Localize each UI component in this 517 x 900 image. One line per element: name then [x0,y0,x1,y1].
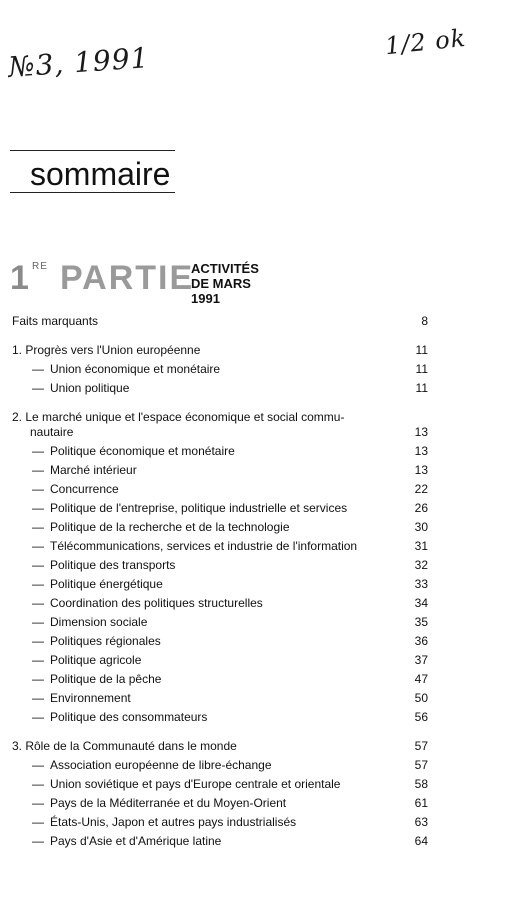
toc-page: 22 [414,482,428,496]
toc-dash: — [32,482,44,496]
toc-dash: — [32,691,44,705]
toc-item[interactable] [0,794,517,812]
toc-page: 26 [414,501,428,515]
toc-page: 13 [414,463,428,477]
toc-entry-faits[interactable] [0,312,517,330]
toc-item[interactable] [0,442,517,460]
toc-label: Dimension sociale [50,615,148,629]
toc-item[interactable] [0,461,517,479]
toc-item[interactable] [0,689,517,707]
toc-page: 57 [414,758,428,772]
toc-item[interactable] [0,480,517,498]
toc-item[interactable] [0,379,517,397]
part-subtitle [191,261,259,306]
part-word: PARTIE [60,259,195,297]
toc-item[interactable] [0,756,517,774]
toc-label: Coordination des politiques structurelles [50,596,263,610]
toc-item[interactable] [0,708,517,726]
part-superscript: RE [32,261,48,272]
toc-page: 11 [415,381,428,395]
handwritten-issue-note: №3, 1991 [7,41,151,84]
toc-dash: — [32,777,44,791]
toc-label: Politique des transports [50,558,176,572]
toc-dash: — [32,615,44,629]
toc-label: 1. Progrès vers l'Union européenne [12,343,201,357]
toc-label: Politiques régionales [50,634,161,648]
toc-label: Union soviétique et pays d'Europe centrale et orientale [50,777,341,791]
toc-item[interactable] [0,632,517,650]
toc-item[interactable] [0,499,517,517]
toc-dash: — [32,463,44,477]
toc-dash: — [32,672,44,686]
toc-item[interactable] [0,651,517,669]
toc-item[interactable] [0,360,517,378]
title-rule-top [10,150,175,151]
toc-dash: — [32,834,44,848]
toc-dash: — [32,558,44,572]
toc-item[interactable] [0,775,517,793]
toc-label: Politique de l'entreprise, politique industrielle et services [50,501,348,515]
toc-label: nautaire [30,425,74,439]
toc-label: Politique énergétique [50,577,163,591]
toc-page: 11 [415,362,428,376]
toc-label: Politique de la recherche et de la technologie [50,520,290,534]
toc-label: Association européenne de libre-échange [50,758,272,772]
toc-label: Concurrence [50,482,119,496]
toc-page: 50 [414,691,428,705]
toc-label: Politique agricole [50,653,142,667]
toc-section-1[interactable] [0,341,517,359]
toc-label: Pays d'Asie et d'Amérique latine [50,834,222,848]
toc-section-2-line2[interactable] [0,423,517,441]
toc-label: Faits marquants [12,314,99,328]
toc-dash: — [32,539,44,553]
toc-dash: — [32,520,44,534]
part-number: 1 [10,259,29,297]
toc-label: Union politique [50,381,130,395]
toc-dash: — [32,796,44,810]
part-subtitle-line2: DE MARS 1991 [191,276,251,306]
toc-page: 13 [414,444,428,458]
toc-dash: — [32,381,44,395]
toc-item[interactable] [0,518,517,536]
toc-page: 34 [414,596,428,610]
toc-page: 64 [414,834,428,848]
toc-page: 47 [414,672,428,686]
toc-label: États-Unis, Japon et autres pays industrialisés [50,815,297,829]
toc-label: Politique des consommateurs [50,710,208,724]
toc-item[interactable] [0,813,517,831]
page-title: sommaire [30,156,171,192]
toc-page: 58 [414,777,428,791]
toc-page: 11 [415,343,428,357]
toc-dash: — [32,444,44,458]
toc-page: 31 [414,539,428,553]
toc-page: 33 [414,577,428,591]
toc-page: 36 [414,634,428,648]
toc-dash: — [32,501,44,515]
title-rule-bottom [10,192,175,193]
toc-item[interactable] [0,670,517,688]
toc-page: 56 [414,710,428,724]
toc-page: 37 [414,653,428,667]
toc-dash: — [32,577,44,591]
toc-item[interactable] [0,537,517,555]
toc-item[interactable] [0,556,517,574]
handwritten-approval-note: 1/2 ok [383,23,468,61]
toc-dash: — [32,634,44,648]
toc-dash: — [32,815,44,829]
toc-label: 2. Le marché unique et l'espace économique et social commu- [12,410,345,424]
toc-page: 13 [414,425,428,439]
toc-label: Télécommunications, services et industrie de l'information [50,539,358,553]
toc-page: 8 [421,314,428,328]
toc-dash: — [32,362,44,376]
toc-page: 32 [414,558,428,572]
toc-page: 57 [414,739,428,753]
toc-item[interactable] [0,575,517,593]
toc-label: Environnement [50,691,131,705]
toc-item[interactable] [0,613,517,631]
toc-label: Politique de la pêche [50,672,162,686]
toc-item[interactable] [0,594,517,612]
toc-label: Politique économique et monétaire [50,444,235,458]
toc-dash: — [32,758,44,772]
toc-label: Union économique et monétaire [50,362,221,376]
toc-dash: — [32,710,44,724]
toc-label: Marché intérieur [50,463,137,477]
toc-dash: — [32,653,44,667]
toc-section-3[interactable] [0,737,517,755]
toc-page: 35 [414,615,428,629]
toc-item[interactable] [0,832,517,850]
toc-label: 3. Rôle de la Communauté dans le monde [12,739,237,753]
toc-dash: — [32,596,44,610]
toc-page: 63 [414,815,428,829]
toc-page: 61 [414,796,428,810]
toc-page: 30 [414,520,428,534]
toc-label: Pays de la Méditerranée et du Moyen-Orient [50,796,287,810]
part-subtitle-line1: ACTIVITÉS [191,261,259,276]
